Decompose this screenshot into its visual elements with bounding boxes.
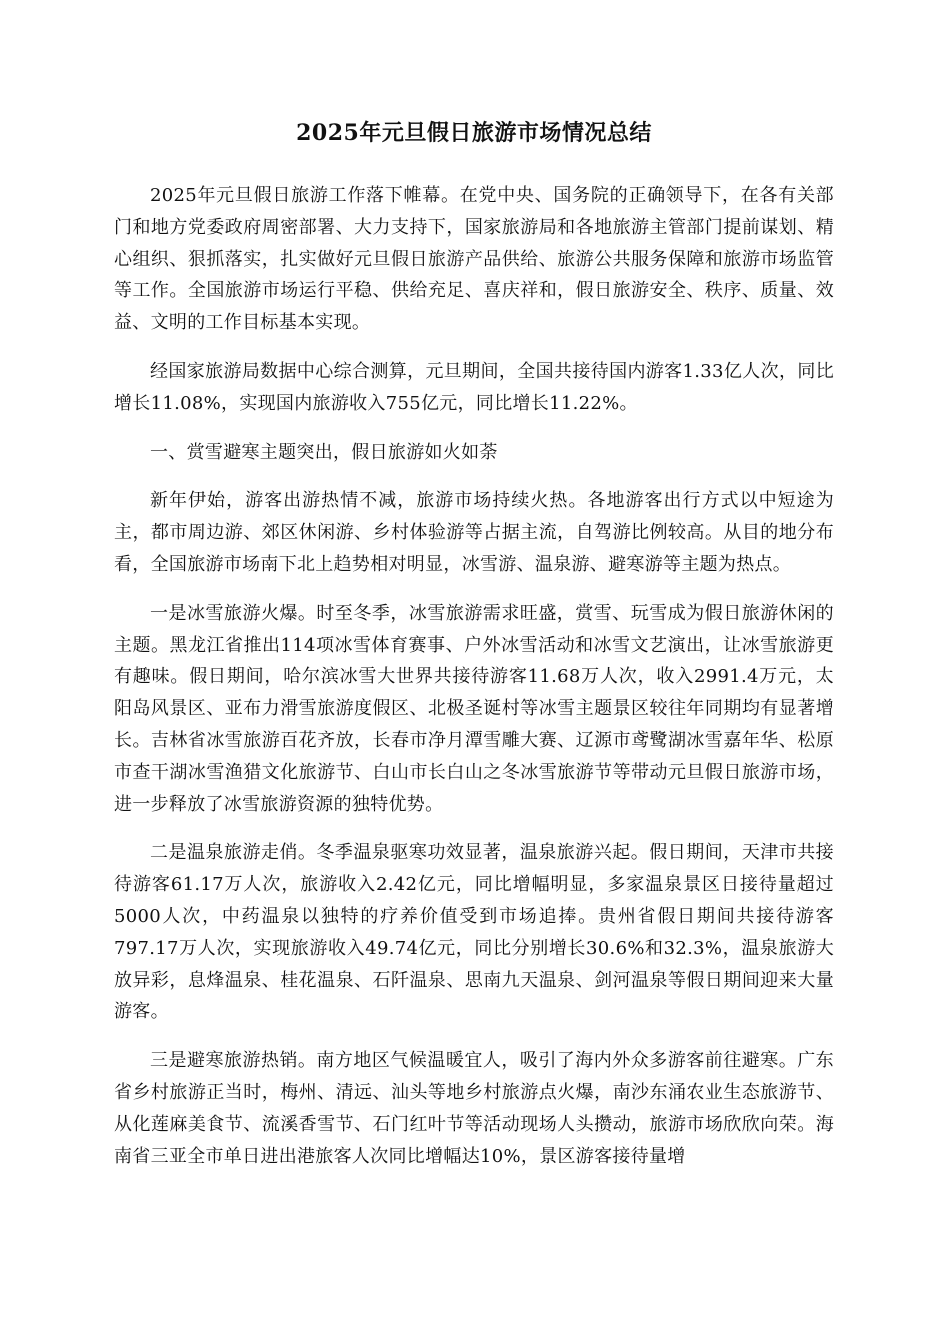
document-title: 2025年元旦假日旅游市场情况总结 xyxy=(296,120,652,146)
paragraph-overview: 新年伊始，游客出游热情不减，旅游市场持续火热。各地游客出行方式以中短途为主，都市周边游、郊区休闲游、乡村体验游等占据主流，自驾游比例较高。从目的地分布看，全国旅游市场南下北上趋势相对明显，冰雪游、温泉游、避寒游等主题为热点。 xyxy=(114,490,834,575)
paragraph-winter-escape-tourism: 三是避寒旅游热销。南方地区气候温暖宜人，吸引了海内外众多游客前往避寒。广东省乡村旅游正当时，梅州、清远、汕头等地乡村旅游点火爆，南沙东涌农业生态旅游节、从化莲麻美食节、流溪香雪节、石门红叶节等活动现场人头攒动，旅游市场欣欣向荣。海南省三亚全市单日进出港旅客人次同比增幅达10%，景区游客接待量增 xyxy=(114,1050,834,1167)
paragraph-intro: 2025年元旦假日旅游工作落下帷幕。在党中央、国务院的正确领导下，在各有关部门和地方党委政府周密部署、大力支持下，国家旅游局和各地旅游主管部门提前谋划、精心组织、狠抓落实，扎实做好元旦假日旅游产品供给、旅游公共服务保障和旅游市场监管等工作。全国旅游市场运行平稳、供给充足、喜庆祥和，假日旅游安全、秩序、质量、效益、文明的工作目标基本实现。 xyxy=(114,185,834,334)
document-body xyxy=(114,180,834,1189)
paragraph-ice-snow-tourism: 一是冰雪旅游火爆。时至冬季，冰雪旅游需求旺盛，赏雪、玩雪成为假日旅游休闲的主题。黑龙江省推出114项冰雪体育赛事、户外冰雪活动和冰雪文艺演出，让冰雪旅游更有趣味。假日期间，哈尔滨冰雪大世界共接待游客11.68万人次，收入2991.4万元，太阳岛风景区、亚布力滑雪旅游度假区、北极圣诞村等冰雪主题景区较往年同期均有显著增长。吉林省冰雪旅游百花齐放，长春市净月潭雪雕大赛、辽源市鸢鹭湖冰雪嘉年华、松原市查干湖冰雪渔猎文化旅游节、白山市长白山之冬冰雪旅游节等带动元旦假日旅游市场，进一步释放了冰雪旅游资源的独特优势。 xyxy=(114,602,834,815)
paragraph-statistics: 经国家旅游局数据中心综合测算，元旦期间，全国共接待国内游客1.33亿人次，同比增长11.08%，实现国内旅游收入755亿元，同比增长11.22%。 xyxy=(114,360,834,414)
paragraph-hot-spring-tourism: 二是温泉旅游走俏。冬季温泉驱寒功效显著，温泉旅游兴起。假日期间，天津市共接待游客61.17万人次，旅游收入2.42亿元，同比增幅明显，多家温泉景区日接待量超过5000人次，中药温泉以独特的疗养价值受到市场追捧。贵州省假日期间共接待游客797.17万人次，实现旅游收入49.74亿元，同比分别增长30.6%和32.3%，温泉旅游大放异彩，息烽温泉、桂花温泉、石阡温泉、思南九天温泉、剑河温泉等假日期间迎来大量游客。 xyxy=(114,842,834,1023)
section-heading-1: 一、赏雪避寒主题突出，假日旅游如火如荼 xyxy=(150,441,498,463)
